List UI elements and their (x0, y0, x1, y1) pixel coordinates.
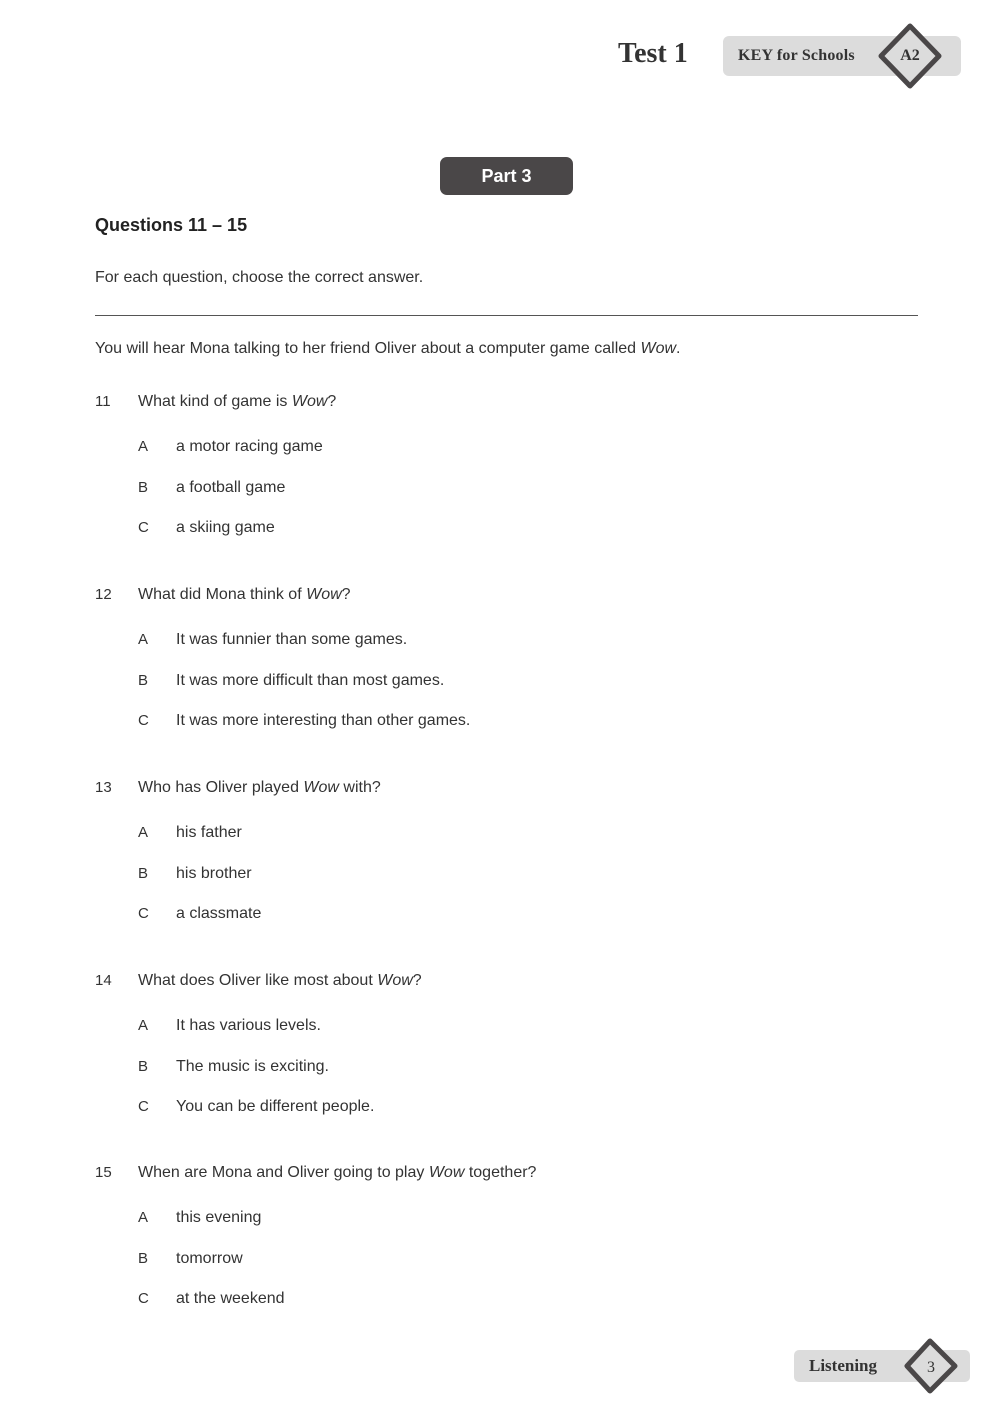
option-b[interactable] (138, 1058, 329, 1076)
level-label: A2 (900, 47, 920, 64)
option-text: It was more interesting than other games. (176, 712, 471, 729)
option-letter: C (138, 905, 149, 922)
option-text: It was funnier than some games. (176, 631, 408, 648)
option-text: It has various levels. (176, 1017, 321, 1034)
page-number: 3 (927, 1359, 935, 1376)
option-b[interactable] (138, 865, 252, 883)
intro-after: . (676, 340, 681, 357)
question-number: 15 (95, 1164, 112, 1181)
question-number: 12 (95, 586, 112, 603)
question-game-title: Wow (428, 1164, 465, 1181)
option-letter: B (138, 1058, 149, 1075)
question-text (138, 1164, 536, 1182)
question-game-title: Wow (377, 972, 413, 989)
option-c[interactable] (138, 519, 275, 537)
page-number-badge (903, 1337, 959, 1395)
question-text-after: ? (327, 393, 337, 410)
option-letter: C (138, 712, 149, 729)
option-b[interactable] (138, 479, 285, 497)
option-text: at the weekend (176, 1290, 285, 1307)
question-text (138, 586, 351, 604)
question-text (138, 972, 422, 990)
option-letter: C (138, 1290, 149, 1307)
option-a[interactable] (138, 438, 323, 456)
option-text: You can be different people. (176, 1098, 375, 1115)
option-c[interactable] (138, 905, 261, 923)
option-text: his father (176, 824, 242, 841)
question-text-after: ? (412, 972, 422, 989)
question-text-before: Who has Oliver played (138, 779, 304, 796)
option-letter: A (138, 1017, 149, 1034)
question-text-before: What did Mona think of (138, 586, 307, 603)
question-number: 14 (95, 972, 112, 989)
option-a[interactable] (138, 1209, 261, 1227)
question-text-after: ? (341, 586, 351, 603)
option-c[interactable] (138, 712, 470, 730)
intro-text (95, 340, 681, 358)
intro-before: You will hear Mona talking to her friend Oliver about a computer game called (95, 340, 641, 357)
option-text: a classmate (176, 905, 262, 922)
option-a[interactable] (138, 631, 407, 649)
question-game-title: Wow (303, 779, 339, 796)
option-text: his brother (176, 865, 252, 882)
part-label: Part 3 (440, 157, 573, 195)
option-letter: B (138, 865, 149, 882)
option-letter: C (138, 1098, 149, 1115)
question-text-before: When are Mona and Oliver going to play (138, 1164, 429, 1181)
question-game-title: Wow (306, 586, 342, 603)
question-number: 11 (95, 393, 111, 410)
option-c[interactable] (138, 1290, 285, 1308)
question-text-before: What kind of game is (138, 393, 292, 410)
test-title: Test 1 (618, 38, 688, 69)
option-letter: B (138, 672, 149, 689)
option-c[interactable] (138, 1098, 374, 1116)
instruction-text: For each question, choose the correct answer. (95, 269, 424, 286)
level-badge (877, 22, 943, 90)
option-a[interactable] (138, 824, 242, 842)
option-text: It was more difficult than most games. (176, 672, 445, 689)
questions-heading: Questions 11 – 15 (95, 215, 248, 235)
option-b[interactable] (138, 1250, 243, 1268)
question-text-after: together? (464, 1164, 537, 1181)
option-letter: A (138, 824, 149, 841)
option-letter: B (138, 1250, 149, 1267)
option-text: a skiing game (176, 519, 275, 536)
divider (95, 315, 918, 316)
option-letter: A (138, 1209, 149, 1226)
intro-game-title: Wow (640, 340, 677, 357)
option-text: a football game (176, 479, 286, 496)
exam-name: KEY for Schools (738, 47, 855, 64)
option-text: a motor racing game (176, 438, 323, 455)
question-number: 13 (95, 779, 112, 796)
option-letter: A (138, 438, 149, 455)
option-text: The music is exciting. (176, 1058, 329, 1075)
question-text (138, 393, 336, 411)
question-text-before: What does Oliver like most about (138, 972, 378, 989)
option-text: tomorrow (176, 1250, 243, 1267)
question-text (138, 779, 381, 797)
option-text: this evening (176, 1209, 262, 1226)
option-a[interactable] (138, 1017, 321, 1035)
section-label: Listening (809, 1356, 878, 1375)
option-letter: B (138, 479, 149, 496)
question-game-title: Wow (291, 393, 328, 410)
option-letter: A (138, 631, 149, 648)
option-b[interactable] (138, 672, 444, 690)
option-letter: C (138, 519, 149, 536)
question-text-after: with? (338, 779, 381, 796)
